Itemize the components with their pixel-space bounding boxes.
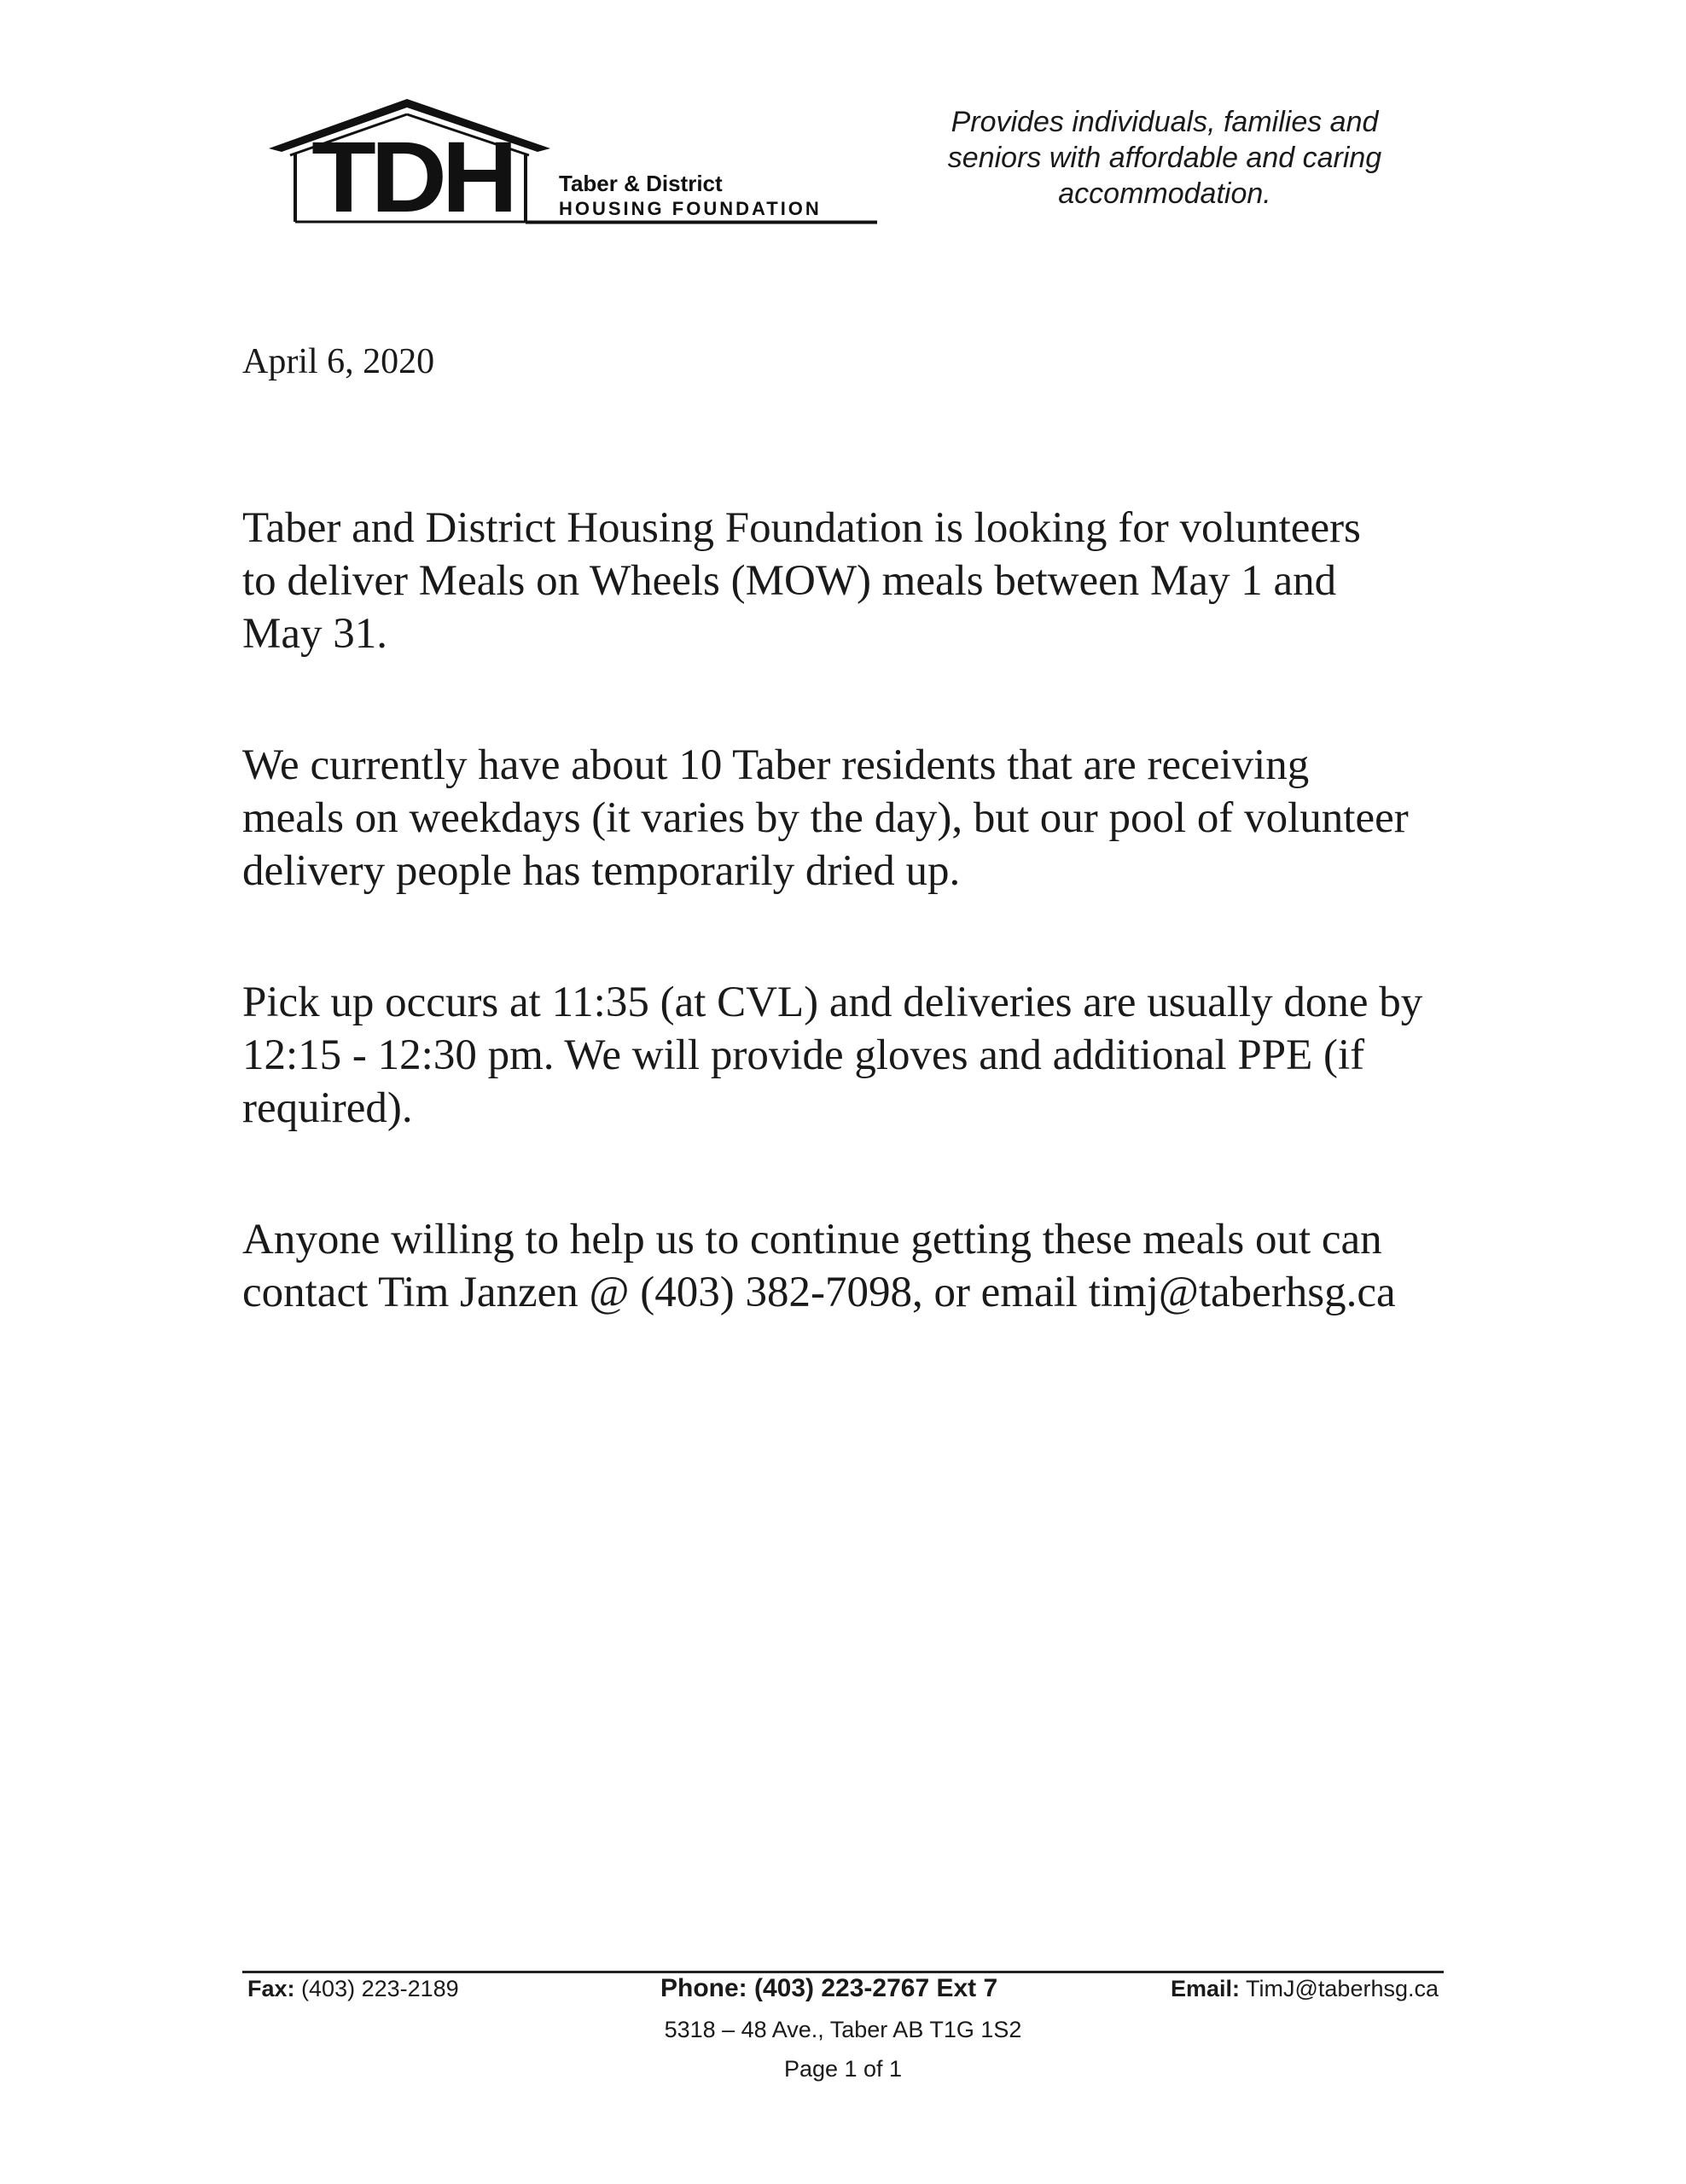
paragraph-line: to deliver Meals on Wheels (MOW) meals between May 1 and	[242, 557, 1337, 605]
logo-monogram: TDH	[311, 121, 513, 234]
paragraph-contact	[242, 1213, 1454, 1319]
paragraph-line: contact Tim Janzen @ (403) 382-7098, or email timj@taberhsg.ca	[242, 1269, 1396, 1316]
paragraph-line: We currently have about 10 Taber residents that are receiving	[242, 741, 1310, 789]
tagline-line: Provides individuals, families and	[951, 106, 1379, 138]
paragraph-line: Pick up occurs at 11:35 (at CVL) and deliveries are usually done by	[242, 979, 1423, 1026]
tagline-line: seniors with affordable and caring	[947, 142, 1382, 174]
footer-phone: Phone: (403) 223-2767 Ext 7	[660, 1974, 998, 2002]
organization-logo	[265, 96, 887, 232]
letter-date: April 6, 2020	[242, 342, 435, 381]
page-number: Page 1 of 1	[783, 2056, 903, 2082]
organization-tagline	[921, 104, 1408, 212]
email-label: Email:	[1170, 1976, 1240, 2001]
paragraph-line: delivery people has temporarily dried up.	[242, 847, 961, 895]
paragraph-current-residents	[242, 739, 1454, 897]
fax-label: Fax:	[247, 1976, 295, 2001]
paragraph-volunteers-needed	[242, 502, 1454, 660]
footer-email	[1171, 1976, 1439, 2002]
footer-address: 5318 – 48 Ave., Taber AB T1G 1S2	[664, 2017, 1022, 2042]
fax-value: (403) 223-2189	[301, 1976, 459, 2001]
logo-org-subtitle: HOUSING FOUNDATION	[559, 198, 822, 219]
paragraph-line: meals on weekdays (it varies by the day), but our pool of volunteer	[242, 794, 1409, 842]
tagline-line: accommodation.	[1058, 177, 1271, 210]
email-value[interactable]: TimJ@taberhsg.ca	[1246, 1976, 1439, 2001]
footer-divider	[242, 1971, 1444, 1973]
paragraph-line: 12:15 - 12:30 pm. We will provide gloves and additional PPE (if	[242, 1031, 1365, 1079]
paragraph-line: May 31.	[242, 610, 387, 658]
paragraph-pickup-times	[242, 976, 1454, 1135]
paragraph-line: Taber and District Housing Foundation is looking for volunteers	[242, 504, 1361, 552]
paragraph-line: required).	[242, 1084, 413, 1132]
logo-text	[559, 172, 822, 218]
logo-org-name: Taber & District	[559, 171, 723, 196]
paragraph-line: Anyone willing to help us to continue getting these meals out can	[242, 1216, 1382, 1263]
footer-fax	[247, 1976, 459, 2002]
